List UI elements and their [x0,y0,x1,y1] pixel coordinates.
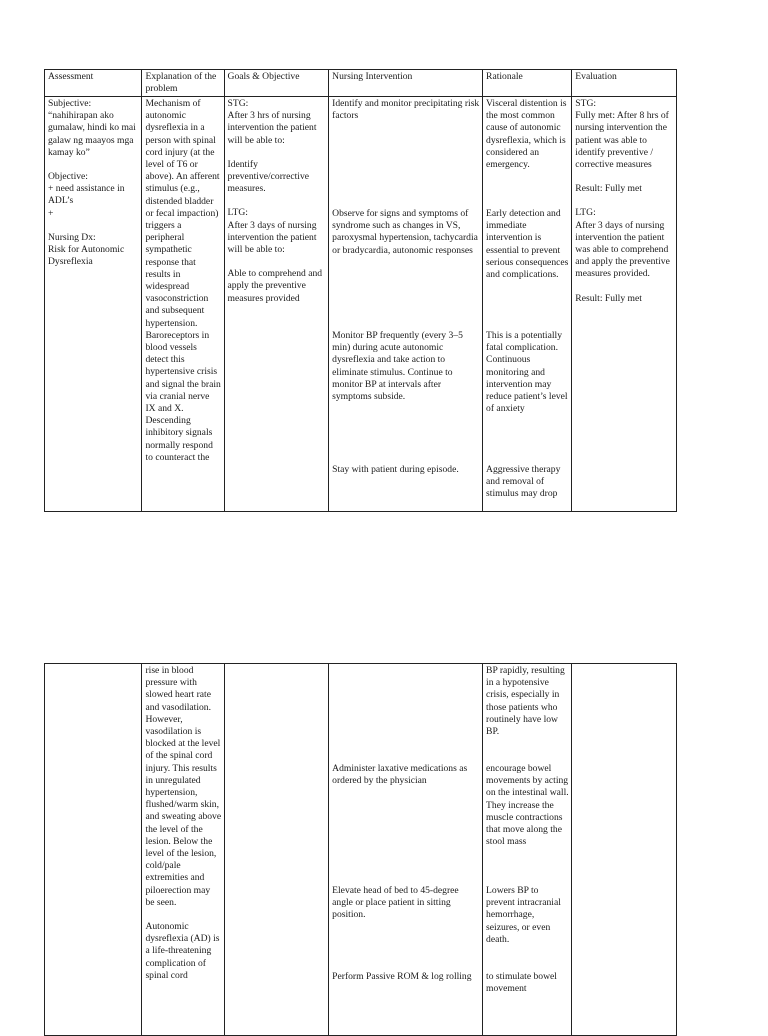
rationale-cell [483,97,572,512]
goals-cell [224,664,329,1036]
body-row [45,97,677,512]
objective-item: + need assistance in ADL’s [48,183,125,207]
body-row [45,664,677,1036]
header-explanation: Explanation of the problem [142,70,224,97]
explanation-cell [142,97,224,512]
header-goals: Goals & Objective [224,70,329,97]
rationale-item: BP rapidly, resulting in a hypotensive crisis, especially in those patients who routinely have low BP. [486,665,565,738]
header-row [45,70,677,97]
care-plan-table-page-2 [44,663,677,1036]
rationale-item: Lowers BP to prevent intracranial hemorrhage, seizures, or even death. [486,885,561,945]
goals-cell [224,97,329,512]
eval-stg-label: STG: [575,98,597,109]
intervention-cell [329,97,483,512]
header-rationale: Rationale [483,70,572,97]
subjective-text: “nahihirapan ako gumalaw, hindi ko mai galaw ng maayos mga kamay ko” [48,110,136,158]
rationale-item: This is a potentially fatal complication. Continuous monitoring and intervention may reduce patient’s level of anxiety [486,330,568,415]
intervention-item: Monitor BP frequently (every 3–5 min) during acute autonomic dysreflexia and take action to eliminate stimulus. Continue to monitor BP at intervals after symptoms subside. [332,330,463,403]
ltg-text: After 3 days of nursing intervention the patient will be able to: [227,219,317,256]
evaluation-cell [572,97,677,512]
header-intervention: Nursing Intervention [329,70,483,97]
intervention-item: Identify and monitor precipitating risk factors [332,98,480,122]
rationale-item: encourage bowel movements by acting on the intestinal wall. They increase the muscle contractions that move along the stool mass [486,763,569,848]
objective-label: Objective: [48,171,88,183]
intervention-item: Observe for signs and symptoms of syndrome such as changes in VS, paroxysmal hypertension, tachycardia or bradycardia, autonomic responses [332,208,478,256]
explanation-cell [142,664,224,1036]
intervention-item: Administer laxative medications as ordered by the physician [332,763,468,787]
ltg-label: LTG: [227,207,248,219]
assessment-cell [45,664,142,1036]
nursing-dx-text: Risk for Autonomic Dysreflexia [48,244,125,268]
objective-item: + [48,207,54,219]
care-plan-table-page-1 [44,69,677,512]
header-evaluation: Evaluation [572,70,677,97]
subjective-label: Subjective: [48,98,92,109]
eval-stg-text: Fully met: After 8 hrs of nursing intervention the patient was able to identify preventive / corrective measures [575,110,669,171]
nursing-dx-label: Nursing Dx: [48,231,96,243]
evaluation-cell [572,664,677,1036]
intervention-item: Perform Passive ROM & log rolling [332,971,472,982]
header-assessment: Assessment [45,70,142,97]
ltg-goal: Able to comprehend and apply the preventive measures provided [227,268,323,304]
rationale-item: to stimulate bowel movement [486,971,557,995]
eval-ltg-text: After 3 days of nursing intervention the patient was able to comprehend and apply the preventive measures provided. [575,219,670,280]
intervention-item: Elevate head of bed to 45-degree angle or place patient in sitting position. [332,885,459,921]
eval-ltg-result: Result: Fully met [575,292,642,304]
intervention-item: Stay with patient during episode. [332,464,459,475]
explanation-text: rise in blood pressure with slowed heart rate and vasodilation. However, vasodilation is blocked at the level of the spinal cord injury. This results in unregulated hypertension, flushed/warm skin, and sweating above the level of the lesion. Below the level of the lesion, cold/pale extremities and piloerection may be seen. [145,665,222,908]
rationale-item: Visceral distention is the most common cause of autonomic dysreflexia, which is considered an emergency. [486,98,567,171]
assessment-cell [45,97,142,512]
rationale-cell [483,664,572,1036]
stg-label: STG: [227,98,249,109]
eval-stg-result: Result: Fully met [575,183,642,195]
explanation-text: Mechanism of autonomic dysreflexia in a person with spinal cord injury (at the level of T6 or above). An afferent stimulus (e.g., distended bladder or fecal impaction) triggers a peripheral sympathetic response that results in widespread vasoconstriction and subsequent hypertension. Baroreceptors in blood vessels detect this hypertensive crisis and signal the brain via cranial nerve IX and X. Descending inhibitory signals normally respond to counteract the [145,98,221,463]
intervention-cell [329,664,483,1036]
stg-text: After 3 hrs of nursing intervention the patient will be able to: [227,110,317,146]
rationale-item: Aggressive therapy and removal of stimulus may drop [486,464,561,500]
explanation-text: Autonomic dysreflexia (AD) is a life-threatening complication of spinal cord [145,921,220,981]
eval-ltg-label: LTG: [575,207,596,219]
stg-goal: Identify preventive/corrective measures. [227,158,310,195]
rationale-item: Early detection and immediate intervention is essential to prevent serious consequences and complications. [486,208,569,281]
